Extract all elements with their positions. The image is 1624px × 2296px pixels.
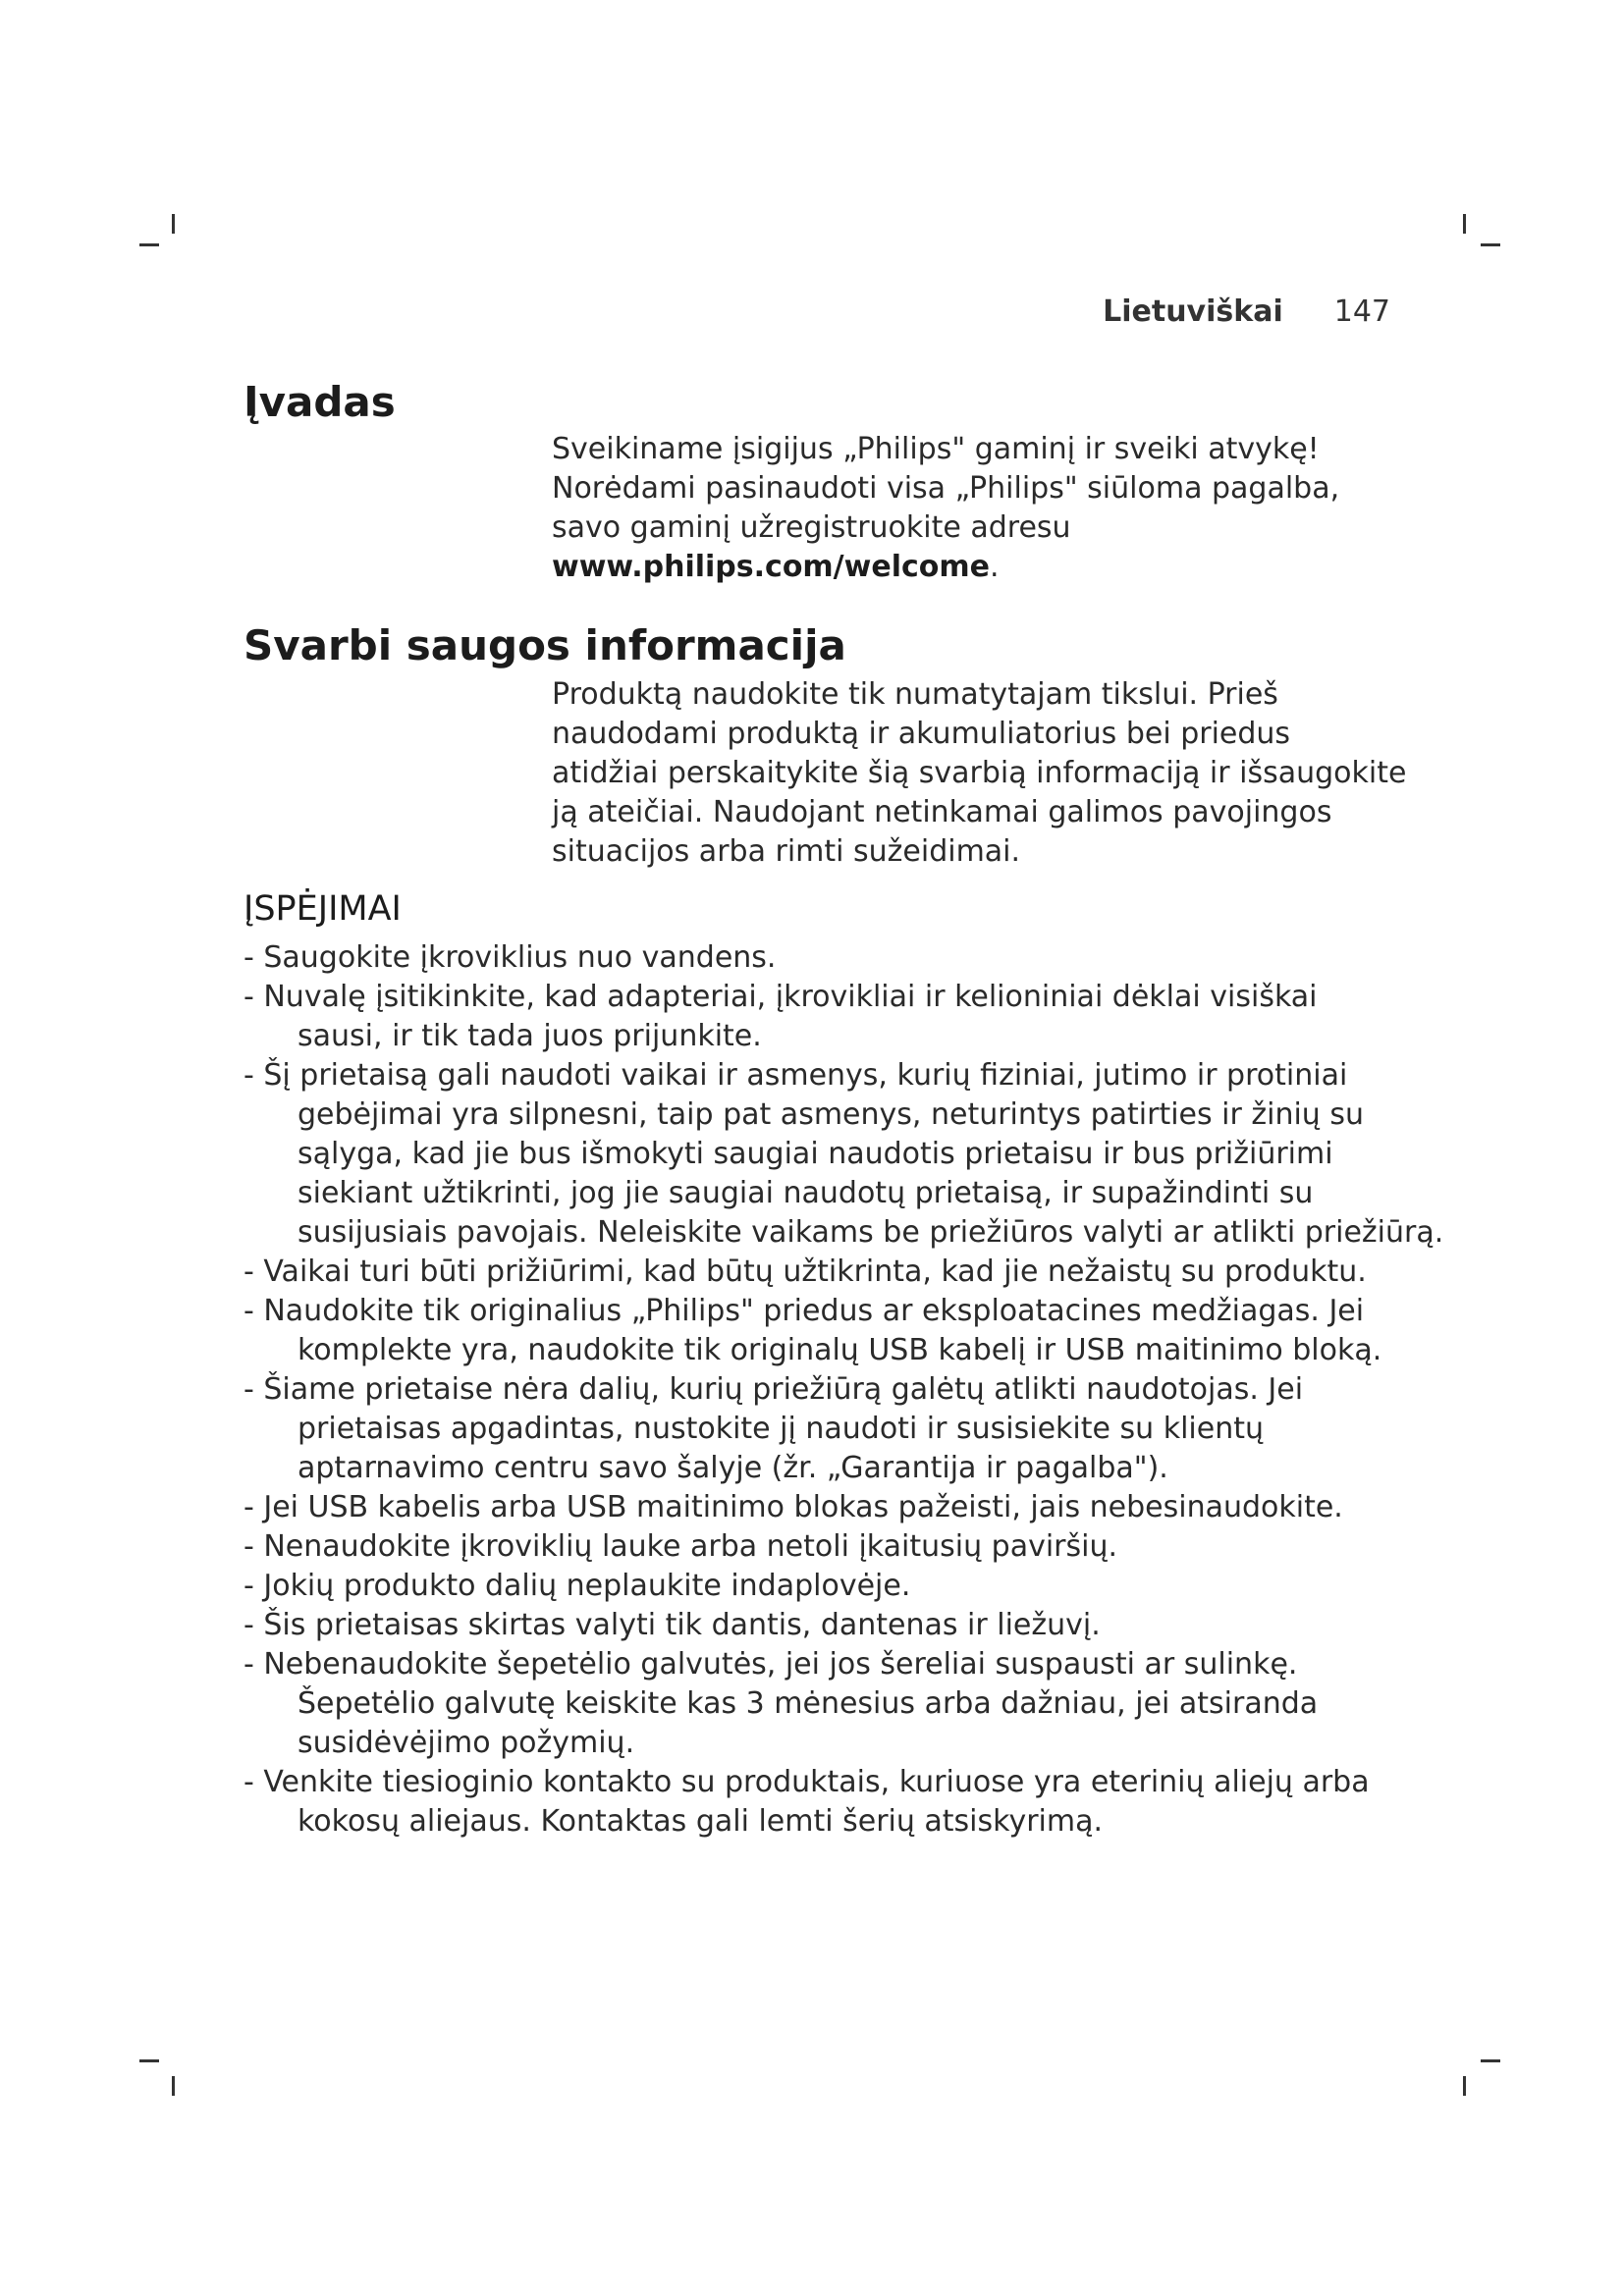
safety-line: ją ateičiai. Naudojant netinkamai galimos pavojingos [552,795,1332,829]
crop-mark [1481,243,1500,246]
warning-item [244,1253,1402,1292]
warnings-heading: ĮSPĖJIMAI [244,889,402,929]
warning-item [244,1488,1402,1527]
warning-line: - Saugokite įkroviklius nuo vandens. [244,940,777,975]
crop-mark [1481,2059,1500,2062]
crop-mark [172,214,175,234]
warning-item [244,1606,1402,1645]
page-header [1103,293,1390,332]
crop-mark [139,2059,159,2062]
warning-line: Šepetėlio galvutę keiskite kas 3 mėnesius arba dažniau, jei atsiranda [298,1686,1319,1721]
intro-line: Sveikiname įsigijus „Philips" gaminį ir sveiki atvykę! [552,432,1320,466]
safety-line: naudodami produktą ir akumuliatorius bei priedus [552,717,1291,751]
warning-line: aptarnavimo centru savo šalyje (žr. „Garantija ir pagalba"). [298,1451,1168,1485]
welcome-link[interactable]: www.philips.com/welcome [552,550,990,584]
warning-line: gebėjimai yra silpnesni, taip pat asmenys, neturintys patirties ir žinių su [298,1097,1364,1132]
crop-mark [1463,214,1466,234]
crop-mark [172,2076,175,2096]
intro-line: savo gaminį užregistruokite adresu [552,510,1071,545]
warning-line: - Vaikai turi būti prižiūrimi, kad būtų užtikrinta, kad jie nežaistų su produktu. [244,1255,1367,1289]
warning-line: - Nebenaudokite šepetėlio galvutės, jei jos šereliai suspausti ar sulinkę. [244,1647,1298,1682]
safety-heading: Svarbi saugos informacija [244,621,846,669]
warning-line: - Venkite tiesioginio kontakto su produktais, kuriuose yra eterinių aliejų arba [244,1765,1370,1799]
warning-item [244,1527,1402,1567]
warning-item [244,1763,1402,1842]
warning-line: - Šis prietaisas skirtas valyti tik dantis, dantenas ir liežuvį. [244,1608,1101,1642]
header-language: Lietuviškai [1103,294,1283,329]
warning-item [244,1292,1402,1370]
crop-mark [1463,2076,1466,2096]
intro-url-line [552,548,1396,587]
warning-line: siekiant užtikrinti, jog jie saugiai naudotų prietaisą, ir supažindinti su [298,1176,1314,1210]
warning-line: - Jei USB kabelis arba USB maitinimo blokas pažeisti, jais nebesinaudokite. [244,1490,1343,1524]
warning-item [244,1645,1402,1763]
warning-line: - Šiame prietaise nėra dalių, kurių priežiūrą galėtų atlikti naudotojas. Jei [244,1372,1304,1407]
warning-line: - Šį prietaisą gali naudoti vaikai ir asmenys, kurių fiziniai, jutimo ir protiniai [244,1058,1348,1093]
safety-line: situacijos arba rimti sužeidimai. [552,834,1021,869]
warning-line: - Nenaudokite įkroviklių lauke arba netoli įkaitusių paviršių. [244,1529,1118,1564]
warning-line: komplekte yra, naudokite tik originalų USB kabelį ir USB maitinimo bloką. [298,1333,1382,1367]
warning-line: - Jokių produkto dalių neplaukite indaplovėje. [244,1569,911,1603]
intro-line: Norėdami pasinaudoti visa „Philips" siūloma pagalba, [552,471,1340,506]
intro-url-suffix: . [990,550,1000,584]
warning-item [244,1370,1402,1488]
warning-item [244,1056,1444,1253]
page-number: 147 [1333,294,1390,329]
warnings-list [244,938,1444,1842]
warning-item [244,978,1402,1056]
warning-line: prietaisas apgadintas, nustokite jį naudoti ir susisiekite su klientų [298,1412,1264,1446]
warning-line: sąlyga, kad jie bus išmokyti saugiai naudotis prietaisu ir bus prižiūrimi [298,1137,1333,1171]
warning-line: susidėvėjimo požymių. [298,1726,635,1760]
safety-line: Produktą naudokite tik numatytajam tikslui. Prieš [552,677,1278,712]
warning-item [244,1567,1402,1606]
intro-heading: Įvadas [244,378,396,426]
warning-line: sausi, ir tik tada juos prijunkite. [298,1019,762,1053]
warning-line: susijusiais pavojais. Neleiskite vaikams be priežiūros valyti ar atlikti priežiūrą. [298,1215,1444,1250]
intro-paragraph [552,430,1396,587]
warning-line: - Naudokite tik originalius „Philips" priedus ar eksploatacines medžiagas. Jei [244,1294,1365,1328]
safety-line: atidžiai perskaitykite šią svarbią informaciją ir išsaugokite [552,756,1407,790]
warning-item [244,938,1402,978]
warning-line: - Nuvalę įsitikinkite, kad adapteriai, įkrovikliai ir kelioniniai dėklai visiškai [244,980,1318,1014]
warning-line: kokosų aliejaus. Kontaktas gali lemti šerių atsiskyrimą. [298,1804,1104,1839]
crop-mark [139,243,159,246]
safety-paragraph [552,675,1407,872]
